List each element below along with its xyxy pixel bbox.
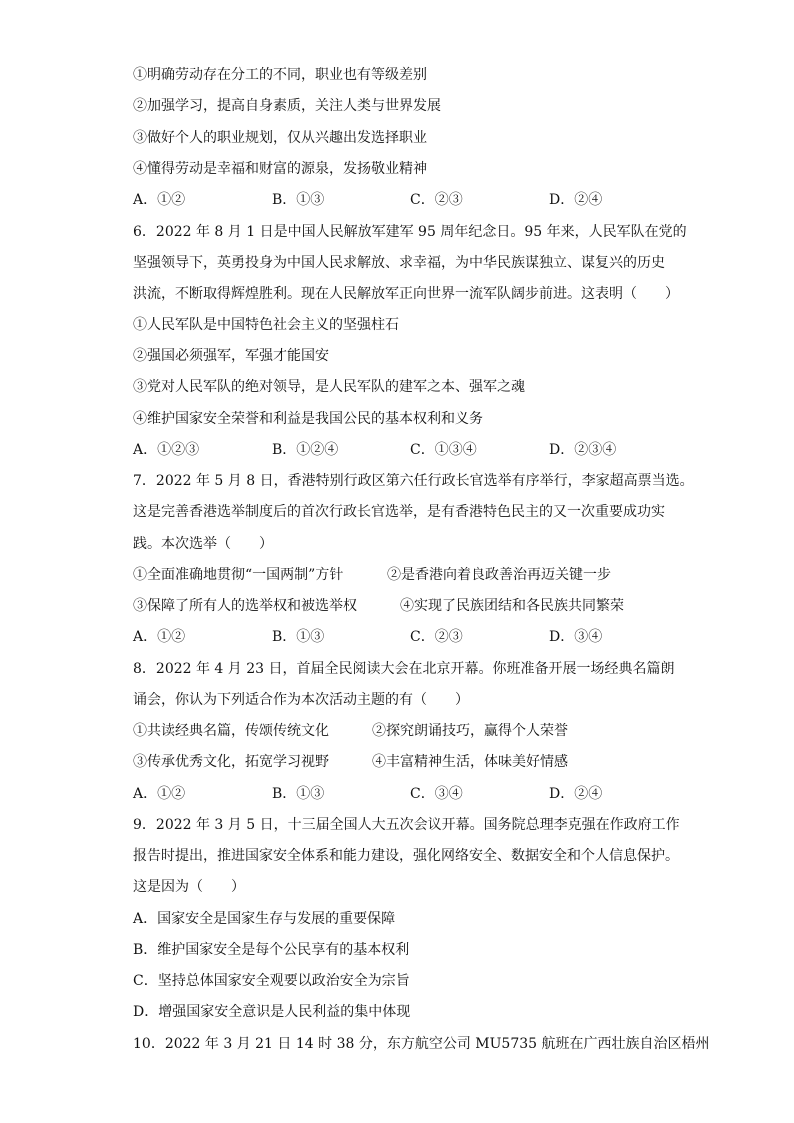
q6-option-1: ①人民军队是中国特色社会主义的坚强柱石	[133, 317, 399, 333]
q7-option-2: ②是香港向着良政善治再迈关键一步	[387, 567, 611, 583]
q5-option-2: ②加强学习，提高自身素质，关注人类与世界发展	[133, 98, 441, 114]
q8-option-3: ③传承优秀文化，拓宽学习视野	[133, 754, 329, 770]
q8-option-2: ②探究朗诵技巧，赢得个人荣誉	[372, 723, 568, 739]
q6-choice-d[interactable]: D．②③④	[549, 442, 617, 458]
q8-choice-a[interactable]: A．①②	[133, 786, 186, 802]
q9-option-b[interactable]: B．维护国家安全是每个公民享有的基本权利	[133, 942, 410, 958]
q8-stem-line-1: 8．2022 年 4 月 23 日，首届全民阅读大会在北京开幕。你班准备开展一场经典名篇朗	[133, 661, 675, 677]
q9-option-d[interactable]: D．增强国家安全意识是人民利益的集中体现	[133, 1004, 411, 1020]
q6-stem-line-1: 6．2022 年 8 月 1 日是中国人民解放军建军 95 周年纪念日。95 年来，人民军队在党的	[133, 224, 687, 240]
q9-option-a[interactable]: A．国家安全是国家生存与发展的重要保障	[133, 911, 396, 927]
q8-options-row-1	[133, 721, 653, 741]
q7-choice-a[interactable]: A．①②	[133, 629, 186, 645]
q7-option-3: ③保障了所有人的选举权和被选举权	[133, 598, 357, 614]
q7-choices	[133, 627, 653, 647]
q5-option-1: ①明确劳动存在分工的不同，职业也有等级差别	[133, 67, 427, 83]
q5-choice-b[interactable]: B．①③	[272, 192, 325, 208]
q8-stem-line-2: 诵会，你认为下列适合作为本次活动主题的有（ ）	[133, 692, 469, 708]
q5-choice-a[interactable]: A．①②	[133, 192, 186, 208]
q9-stem-line-1: 9．2022 年 3 月 5 日，十三届全国人大五次会议开幕。国务院总理李克强在作政府工作	[133, 817, 680, 833]
q9-stem-line-2: 报告时提出，推进国家安全体系和能力建设，强化网络安全、数据安全和个人信息保护。	[133, 848, 679, 864]
q7-choice-b[interactable]: B．①③	[272, 629, 325, 645]
q6-stem-line-3: 洪流，不断取得辉煌胜利。现在人民解放军正向世界一流军队阔步前进。这表明（ ）	[133, 286, 679, 302]
q7-stem-line-2: 这是完善香港选举制度后的首次行政长官选举，是有香港特色民主的又一次重要成功实	[133, 504, 665, 520]
q7-option-4: ④实现了民族团结和各民族共同繁荣	[400, 598, 624, 614]
q8-choice-c[interactable]: C．③④	[410, 786, 463, 802]
q8-choice-b[interactable]: B．①③	[272, 786, 325, 802]
q6-option-4: ④维护国家安全荣誉和利益是我国公民的基本权利和义务	[133, 411, 483, 427]
q6-choice-a[interactable]: A．①②③	[133, 442, 200, 458]
q5-option-3: ③做好个人的职业规划，仅从兴趣出发选择职业	[133, 130, 427, 146]
q9-option-c[interactable]: C．坚持总体国家安全观要以政治安全为宗旨	[133, 973, 410, 989]
q7-option-1: ①全面准确地贯彻“一国两制”方针	[133, 567, 344, 583]
q6-option-3: ③党对人民军队的绝对领导，是人民军队的建军之本、强军之魂	[133, 379, 525, 395]
q8-option-1: ①共读经典名篇，传颂传统文化	[133, 723, 329, 739]
q6-choices	[133, 440, 653, 460]
q10-stem-line-1: 10．2022 年 3 月 21 日 14 时 38 分，东方航空公司 MU5735 航班在广西壮族自治区梧州	[133, 1036, 710, 1052]
q6-choice-b[interactable]: B．①②④	[272, 442, 339, 458]
q8-options-row-2	[133, 752, 653, 772]
q7-stem-line-3: 践。本次选举（ ）	[133, 536, 273, 552]
q7-options-row-1	[133, 565, 653, 585]
q5-choice-d[interactable]: D．②④	[549, 192, 603, 208]
q8-option-4: ④丰富精神生活，体味美好情感	[372, 754, 568, 770]
q6-option-2: ②强国必须强军，军强才能国安	[133, 348, 329, 364]
q5-choice-c[interactable]: C．②③	[410, 192, 463, 208]
q7-choice-d[interactable]: D．③④	[549, 629, 603, 645]
q7-options-row-2	[133, 596, 653, 616]
q7-choice-c[interactable]: C．②③	[410, 629, 463, 645]
q8-choices	[133, 784, 653, 804]
q9-stem-line-3: 这是因为（ ）	[133, 879, 245, 895]
q5-choices	[133, 190, 653, 210]
q8-choice-d[interactable]: D．②④	[549, 786, 603, 802]
q5-option-4: ④懂得劳动是幸福和财富的源泉，发扬敬业精神	[133, 161, 427, 177]
q6-stem-line-2: 坚强领导下，英勇投身为中国人民求解放、求幸福，为中华民族谋独立、谋复兴的历史	[133, 255, 665, 271]
q6-choice-c[interactable]: C．①③④	[410, 442, 477, 458]
q7-stem-line-1: 7．2022 年 5 月 8 日，香港特别行政区第六任行政长官选举有序举行，李家超高票当选。	[133, 473, 694, 489]
